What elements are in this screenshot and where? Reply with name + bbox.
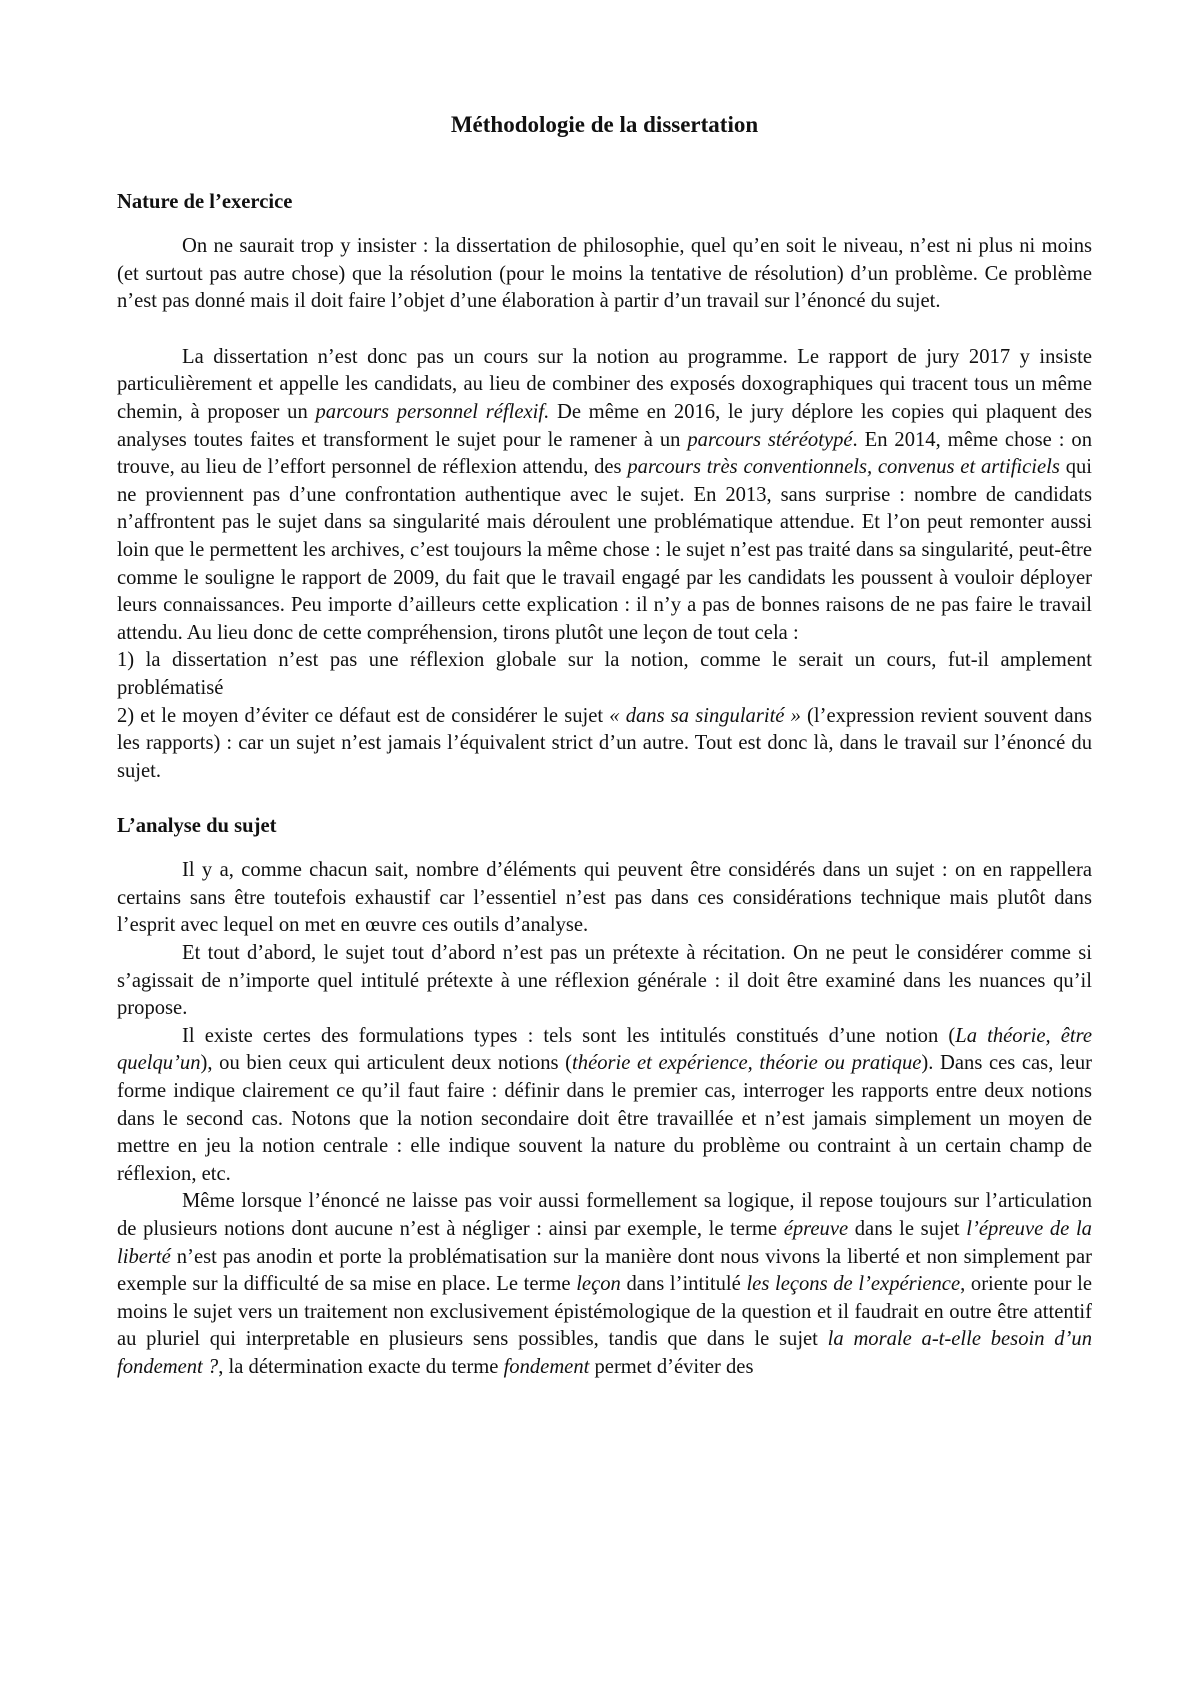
section-heading-nature: Nature de l’exercice xyxy=(117,191,293,213)
paragraph: On ne saurait trop y insister : la dissertation de philosophie, quel qu’en soit le niveau, n’est ni plus ni moins (et surtout pas autre chose) que la résolution (pour le moins la tentative de résolution) d’un problème. Ce problème n’est pas donné mais il doit faire l’objet d’une élaboration à partir d’un travail sur l’énoncé du sujet. xyxy=(117,235,1092,313)
text-run: ). Dans ces cas, leur forme indique clairement ce qu’il faut faire : définir dans le premier cas, interroger les rapports entre deux notions dans le second cas. Notons que la notion secondaire doit être travaillée et n’est jamais simplement un moyen de mettre en jeu la notion centrale : elle indique souvent la nature du problème ou contraint à un certain champ de réflexion, etc. xyxy=(117,1052,1092,1185)
emphasis-text: la morale a-t-elle besoin d’un fondement ? xyxy=(117,1328,1093,1378)
emphasis-text: théorie et expérience, théorie ou pratique xyxy=(572,1052,922,1075)
emphasis-text: les leçons de l’expérience xyxy=(746,1273,961,1296)
list-item xyxy=(117,703,1092,786)
text-run: qui ne proviennent pas d’une confrontation authentique avec le sujet. En 2013, sans surprise : nombre de candidats n’affrontent pas le sujet dans sa singularité mais déroulent une problématique attendue. Et l’on peut remonter aussi loin que le permettent les archives, c’est toujours la même chose : le sujet n’est pas traité dans sa singularité, peut-être comme le souligne le rapport de 2009, du fait que le travail engagé par les candidats les poussent à vouloir déployer leurs connaissances. Peu importe d’ailleurs cette explication : il n’y a pas de bonnes raisons de ne pas faire le travail attendu. Au lieu donc de cette compréhension, tirons plutôt une leçon de tout cela : xyxy=(117,456,1093,644)
section-heading-analyse: L’analyse du sujet xyxy=(117,815,277,838)
emphasis-text: épreuve xyxy=(783,1218,849,1240)
emphasis-text: parcours stéréotypé xyxy=(687,428,853,451)
paragraph: Il y a, comme chacun sait, nombre d’éléments qui peuvent être considérés dans un sujet : on en rappellera certains sans être toutefois exhaustif car l’essentiel n’est pas dans ces considérations technique mais plutôt dans l’esprit avec lequel on met en œuvre ces outils d’analyse. xyxy=(117,859,1092,937)
paragraph xyxy=(117,1188,1092,1381)
text-run: . En 2014, même chose : on trouve, au lieu de l’effort personnel de réflexion attendu, des xyxy=(117,428,1092,479)
text-run: dans le sujet xyxy=(848,1218,967,1240)
text-run: (l’expression revient souvent dans les rapports) : car un sujet n’est jamais l’équivalent strict d’un autre. Tout est donc là, dans le travail sur l’énoncé du sujet. xyxy=(117,704,1092,782)
text-run: n’est pas anodin et porte la problématisation sur la manière dont nous vivons la liberté et non simplement par exemple sur la difficulté de sa mise en place. Le terme xyxy=(117,1245,1092,1296)
text-run: , oriente pour le moins le sujet vers un traitement non exclusivement épistémologique de la question et il faudrait en outre être attentif au pluriel qui interpretable en plusieurs sens possibles, tandis que dans le sujet xyxy=(117,1273,1092,1351)
emphasis-text: « dans sa singularité » xyxy=(609,704,801,727)
text-run: Il existe certes des formulations types : tels sont les intitulés constitués d’une notion ( xyxy=(182,1024,956,1047)
paragraph xyxy=(117,1023,1092,1189)
text-run: La dissertation n’est donc pas un cours sur la notion au programme. Le rapport de jury 2017 y insiste particulièrement et appelle les candidats, au lieu de combiner des exposés doxographiques qui tracent tous un même chemin, à proposer un xyxy=(117,345,1092,423)
emphasis-text: parcours personnel réflexif. xyxy=(315,400,550,423)
text-run: permet d’éviter des xyxy=(589,1355,754,1378)
document-title: Méthodologie de la dissertation xyxy=(450,112,759,137)
paragraph: Et tout d’abord, le sujet tout d’abord n’est pas un prétexte à récitation. On ne peut le considérer comme si s’agissait de n’importe quel intitulé prétexte à une réflexion générale : il doit être examiné dans les nuances qu’il propose. xyxy=(117,942,1092,1020)
text-run: ), ou bien ceux qui articulent deux notions ( xyxy=(200,1052,573,1075)
emphasis-text: parcours très conventionnels, convenus et artificiels xyxy=(627,456,1060,479)
emphasis-text: fondement xyxy=(503,1355,590,1378)
paragraph xyxy=(117,344,1092,648)
document-content xyxy=(117,110,1092,1382)
text-run: Même lorsque l’énoncé ne laisse pas voir aussi formellement sa logique, il repose toujours sur l’articulation de plusieurs notions dont aucune n’est à négliger : ainsi par exemple, le terme xyxy=(117,1190,1092,1240)
emphasis-text: leçon xyxy=(576,1273,621,1296)
text-run: De même en 2016, le jury déplore les copies qui plaquent des analyses toutes faites et transforment le sujet pour le ramener à un xyxy=(117,400,1092,451)
list-item: 1) la dissertation n’est pas une réflexion globale sur la notion, comme le serait un cours, fut-il amplement problématisé xyxy=(117,649,1092,699)
text-run: 2) et le moyen d’éviter ce défaut est de considérer le sujet xyxy=(117,704,610,727)
emphasis-text: La théorie, être quelqu’un xyxy=(117,1024,1092,1075)
text-run: dans l’intitulé xyxy=(620,1273,747,1296)
text-run: , la détermination exacte du terme xyxy=(218,1355,504,1378)
emphasis-text: l’épreuve de la liberté xyxy=(117,1218,1092,1268)
